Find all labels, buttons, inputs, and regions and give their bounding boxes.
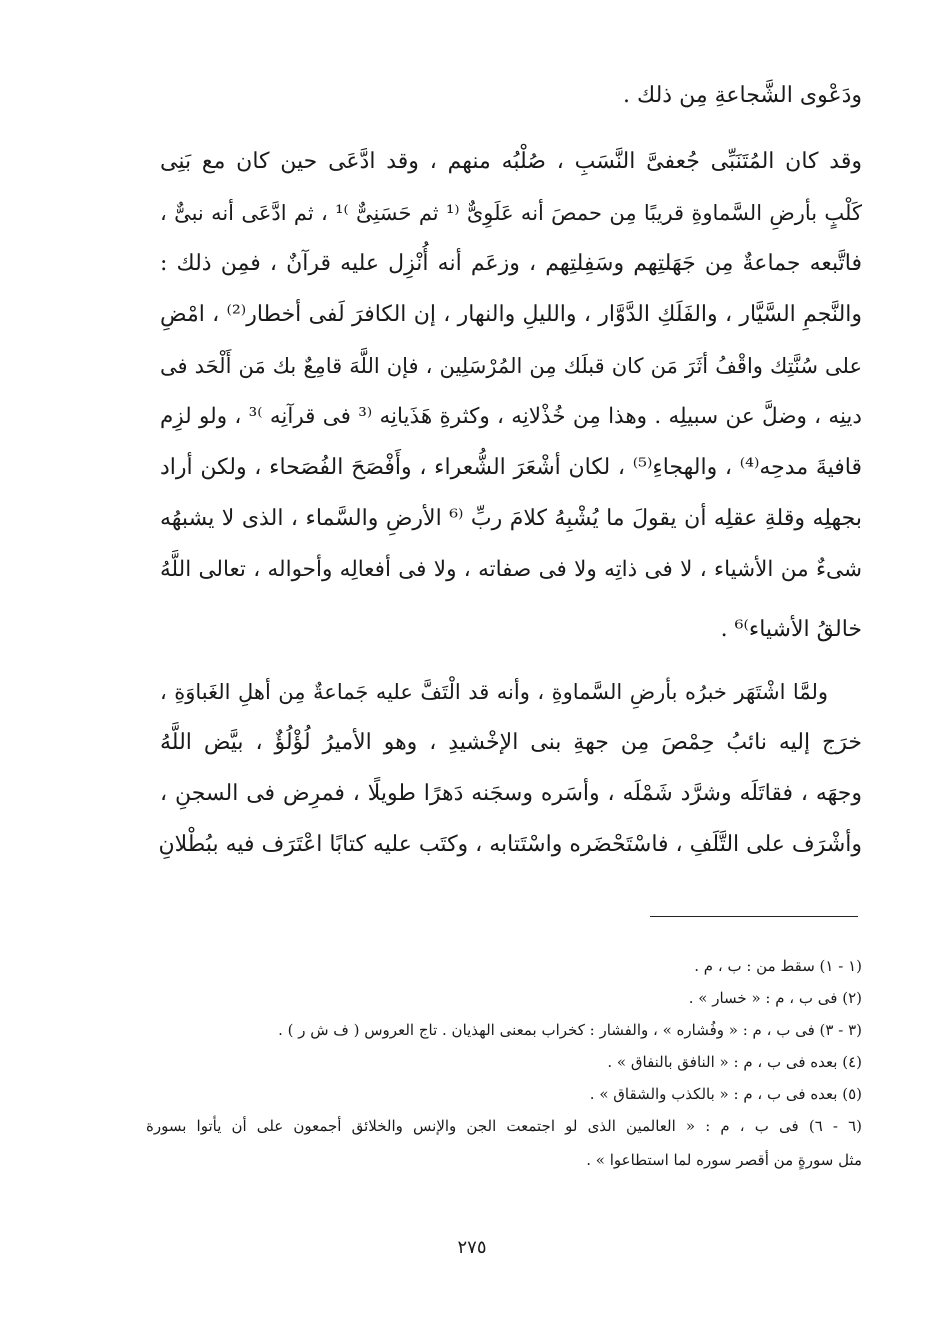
body-line: وقد كان المُتَنَبِّى جُعفىَّ النَّسَبِ ، صُلْبُه منهم ، وقد ادَّعَى حين كان مع بَنِى (160, 149, 862, 174)
page-number: ٢٧٥ (457, 1237, 487, 1258)
body-line: ولمَّا اشْتَهَر خبرُه بأرضِ السَّماوةِ ، وأنه قد الْتَفَّ عليه جَماعةٌ مِن أهلِ الغَباوَةِ ، (160, 680, 829, 704)
body-line: بجهلِه وقلةِ عقلِه أن يقولَ ما يُشْبِهُ كلامَ ربِّ ⁽⁶ الأرضِ والسَّماء ، الذى لا يشبهُه (160, 506, 862, 531)
body-line: خالقُ الأشياء⁾⁶ . (720, 617, 862, 642)
footnote: (٦ - ٦) فى ب ، م : « العالمين الذى لو اجتمعت الجن والإنس والخلائق أجمعون على أن يأتوا بسورة (146, 1117, 862, 1135)
body-line: شىءٌ من الأشياء ، لا فى ذاتِه ولا فى صفاته ، ولا فى أفعالِه وأحواله ، تعالى اللَّهُ (160, 557, 862, 582)
footnote-continuation: مثل سورةٍ من أقصر سوره لما استطاعوا » . (586, 1151, 862, 1169)
footnote: (٤) بعده فى ب ، م : « النافق بالنفاق » . (607, 1053, 862, 1071)
footnote-separator (650, 916, 858, 917)
body-line: قافيةَ مدحِه⁽⁴⁾ ، والهجاءِ⁽⁵⁾ ، لكان أشْعَرَ الشُّعراء ، وأَفْصَحَ الفُصَحاء ، ولكن أراد (160, 455, 862, 480)
body-line: فاتَّبعه جماعةٌ مِن جَهَلتِهم وسَفِلتِهم ، وزعَم أنه أُنْزِل عليه قرآنٌ ، فمِن ذلك : (160, 251, 862, 276)
body-line: ودَعْوى الشَّجاعةِ مِن ذلك . (623, 83, 862, 108)
body-line: على سُنَّتِك واقْفُ أثَرَ مَن كان قبلَك مِن المُرْسَلِين ، فإن اللَّهَ قامِعٌ بك مَن أَلْحَد فى (160, 354, 862, 378)
footnote: (٥) بعده فى ب ، م : « بالكذب والشقاق » . (589, 1085, 862, 1103)
body-line: دينِه ، وضلَّ عن سبيلِه . وهذا مِن خُذْلانِه ، وكثرةِ هَذَيانِه ⁽³ فى قرآنِه ⁾³ ، ولو لزِم (160, 404, 862, 429)
footnote: (٣ - ٣) فى ب ، م : « وفُشاره » ، والفشار : كخراب بمعنى الهذيان . تاج العروس ( ف ش ر ) . (278, 1021, 862, 1039)
body-line: وجهَه ، فقاتَلَه وشرَّد شَمْلَه ، وأسَره وسجَنه دَهرًا طويلًا ، فمرِض فى السجنِ ، (160, 781, 862, 806)
body-line: وأشْرَف على التَّلَفِ ، فاسْتَحْضَره واسْتَتابه ، وكتَب عليه كتابًا اعْتَرَف فيه ببُطْلانِ (158, 832, 862, 857)
footnote: (١ - ١) سقط من : ب ، م . (694, 957, 862, 975)
footnote: (٢) فى ب ، م : « خسار » . (688, 989, 862, 1007)
body-line: والنَّجمِ السَّيَّار ، والفَلَكِ الدَّوَّار ، والليلِ والنهار ، إن الكافرَ لَفى أخطار⁽²⁾ ، امْضِ (160, 302, 863, 327)
body-line: كَلْبٍ بأرضِ السَّماوةِ قريبًا مِن حمصَ أنه عَلَوِىٌّ ⁽¹ ثم حَسَنِىٌّ ⁾¹ ، ثم ادَّعَى أنه نبىٌّ ، (160, 201, 862, 225)
body-line: خرَج إليه نائبُ حِمْصَ مِن جهةِ بنى الإخْشيدِ ، وهو الأميرُ لُؤْلُؤٌ ، بيَّض اللَّهُ (160, 730, 862, 755)
